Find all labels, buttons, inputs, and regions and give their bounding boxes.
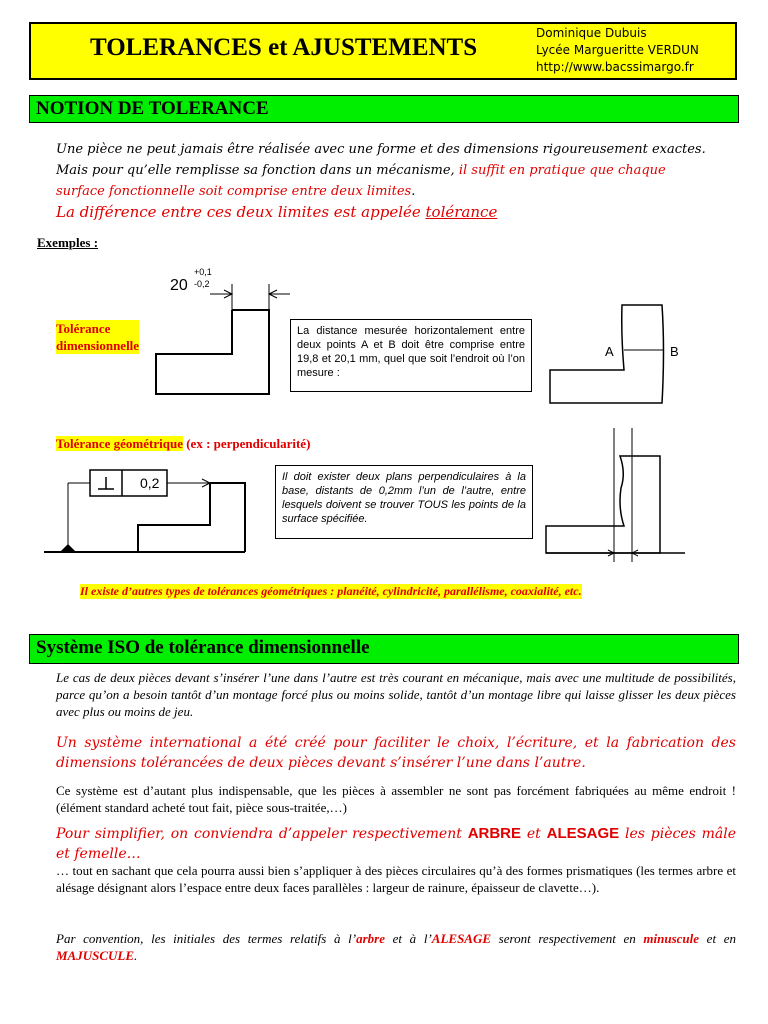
- other-tolerances-note: Il existe d’autres types de tolérances géométriques : planéité, cylindricité, parallélisme, coaxialité, etc.: [80, 584, 582, 598]
- intro-line-2a: Mais pour qu’elle remplisse sa fonction dans un mécanisme,: [56, 163, 459, 178]
- alesage-term: ALESAGE: [546, 825, 620, 842]
- p6-part-b: et à l’: [385, 931, 432, 946]
- school-name: Lycée Margueritte VERDUN: [536, 43, 699, 57]
- intro-line-2: [56, 160, 736, 181]
- arbre-term: ARBRE: [467, 825, 522, 842]
- geometric-tolerance-label: [56, 435, 310, 452]
- geo-tolerance-value: 0,2: [140, 475, 160, 491]
- dim-nominal: 20: [170, 277, 188, 294]
- p4-part-a: Pour simplifier, on conviendra d’appeler respectivement: [56, 826, 468, 842]
- author-block: [536, 25, 699, 76]
- toleranced-part: [546, 456, 660, 553]
- p6-minuscule: minuscule: [643, 931, 700, 946]
- section-heading-iso: Système ISO de tolérance dimensionnelle: [29, 634, 739, 664]
- intro-line-4: [56, 202, 736, 223]
- intro-line-3a: surface fonctionnelle soit comprise entre deux limites: [56, 184, 412, 199]
- measurement-drawing: [545, 295, 695, 410]
- part-outline-upper: [210, 483, 245, 552]
- section-heading-tolerance: NOTION DE TOLERANCE: [29, 95, 739, 123]
- part-outline-lower: [138, 483, 210, 552]
- p6-part-e: .: [134, 948, 138, 963]
- p6-arbre: arbre: [356, 931, 385, 946]
- dim-label-line-2: dimensionnelle: [56, 338, 140, 353]
- dim-upper-deviation: +0,1: [194, 267, 212, 277]
- point-b-label: B: [670, 344, 679, 359]
- intro-line-3b: .: [411, 184, 416, 199]
- iso-paragraph-3: Ce système est d’autant plus indispensable, que les pièces à assembler ne sont pas forcément fabriquées au même endroit ! (élément standard acheté tout fait, pièce sous-traitée,…): [56, 783, 736, 815]
- website-url: http://www.bacssimargo.fr: [536, 60, 694, 74]
- intro-line-2b: il suffit en pratique que chaque: [458, 163, 666, 178]
- tolerance-word: tolérance: [425, 203, 498, 221]
- intro-line-3: [56, 181, 736, 202]
- p6-majuscule: MAJUSCULE: [56, 948, 135, 963]
- geo-label: Tolérance géométrique: [56, 436, 183, 451]
- intro-line-1: Une pièce ne peut jamais être réalisée avec une forme et des dimensions rigoureusement exactes.: [56, 142, 706, 157]
- p6-part-d: et en: [699, 931, 736, 946]
- iso-paragraph-5: … tout en sachant que cela pourra aussi bien s’appliquer à des pièces circulaires qu’à des formes prismatiques (les termes arbre et alésage désignant alors l’espace entre deux faces parallèles : largeur de rainure, épaisseur de clavette…).: [56, 863, 736, 895]
- perpendicularity-zone-drawing: [540, 428, 690, 563]
- geometric-note: Il doit exister deux plans perpendiculaires à la base, distants de 0,2mm l’un de l’autre, entre lesquels doivent se trouver TOUS les points de la surface spécifiée.: [275, 465, 533, 539]
- datum-triangle-icon: [60, 544, 76, 552]
- geo-example: (ex : perpendicularité): [182, 436, 311, 451]
- point-a-label: A: [605, 344, 614, 359]
- p6-part-c: seront respectivement en: [491, 931, 644, 946]
- dimensional-note: La distance mesurée horizontalement entre deux points A et B doit être comprise entre 19,8 et 20,1 mm, quel que soit l’endroit où l’on mesure :: [290, 319, 532, 392]
- l-shaped-part: [156, 310, 269, 394]
- p4-part-b: et: [521, 826, 547, 842]
- dim-label-line-1: Tolérance: [56, 321, 111, 336]
- dimension-drawing: [150, 258, 300, 398]
- examples-label: Exemples :: [37, 235, 99, 250]
- p4-part-c: les pièces mâle et femelle…: [56, 826, 737, 862]
- page-title: TOLERANCES et AJUSTEMENTS: [90, 34, 478, 61]
- dimensional-tolerance-label: [56, 320, 139, 354]
- iso-paragraph-4: [56, 824, 736, 864]
- iso-paragraph-6: [56, 930, 736, 964]
- iso-paragraph-1: Le cas de deux pièces devant s’insérer l’une dans l’autre est très courant en mécanique, mais avec une multitude de possibilités, parce qu’on a besoin tantôt d’un montage forcé plus ou moins solide, tantôt d’un montage libre qui laisse glisser les deux pièces avec plus ou moins de jeu.: [56, 670, 736, 719]
- geometric-tolerance-drawing: [40, 455, 265, 565]
- p6-part-a: Par convention, les initiales des termes relatifs à l’: [56, 931, 357, 946]
- iso-paragraph-2: Un système international a été créé pour faciliter le choix, l’écriture, et la fabrication des dimensions tolérancées de deux pièces devant s’insérer l’une dans l’autre.: [56, 735, 736, 771]
- intro-line-4a: La différence entre ces deux limites est appelée: [56, 203, 426, 221]
- dim-lower-deviation: -0,2: [194, 279, 210, 289]
- p6-alesage: ALESAGE: [431, 931, 492, 946]
- author-name: Dominique Dubuis: [536, 26, 647, 40]
- intro-text: [56, 139, 736, 223]
